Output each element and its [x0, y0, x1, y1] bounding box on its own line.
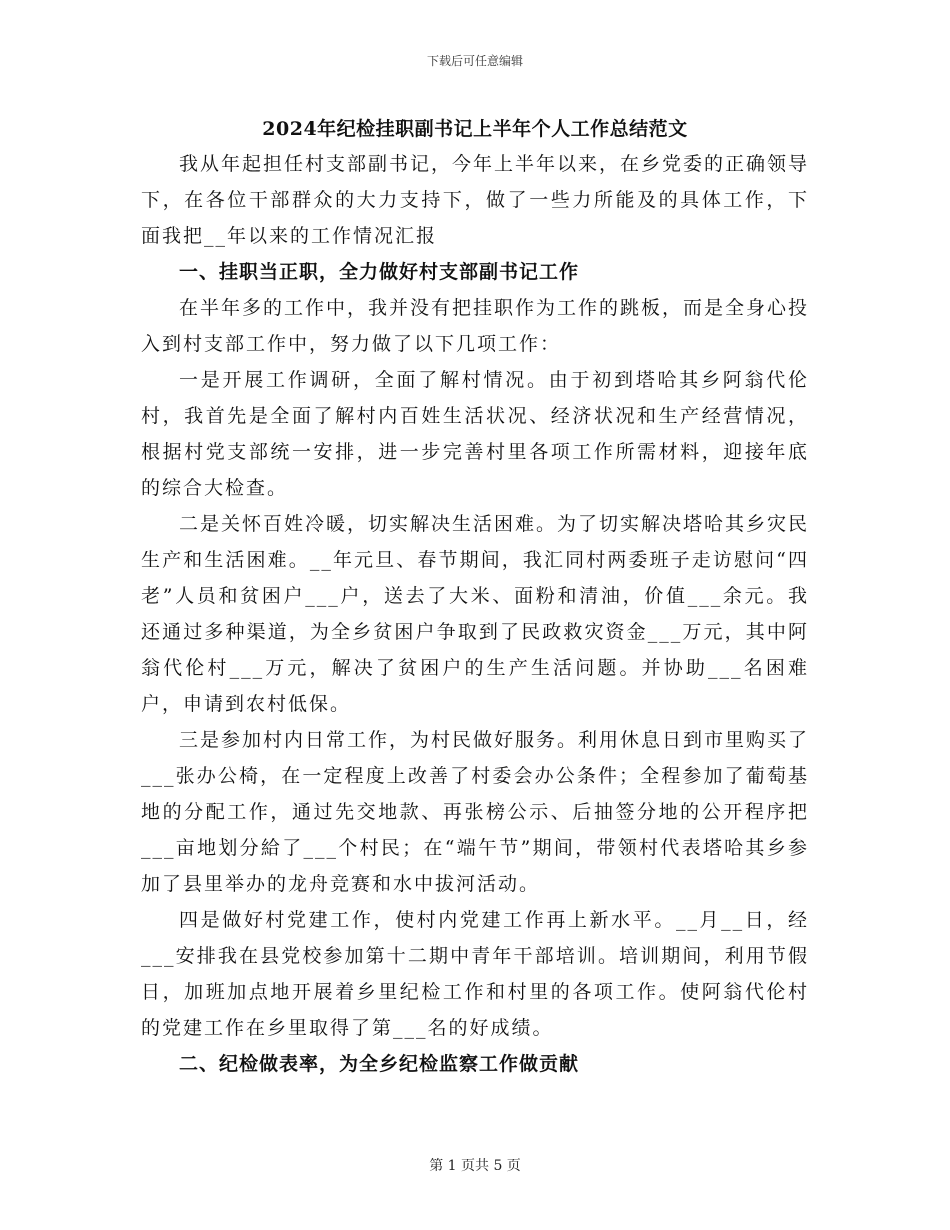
- paragraph-item-4: 四是做好村党建工作，使村内党建工作再上新水平。__月__日，经___安排我在县党校参加第十二期中青年干部培训。培训期间，利用节假日，加班加点地开展着乡里纪检工作和村里的各项工作。使阿翁代伦村的党建工作在乡里取得了第___名的好成绩。: [141, 909, 809, 1039]
- paragraph-overview: 在半年多的工作中，我并没有把挂职作为工作的跳板，而是全身心投入到村支部工作中，努力做了以下几项工作：: [141, 297, 810, 355]
- section-heading-2: 二、纪检做表率，为全乡纪检监察工作做贡献: [179, 1053, 580, 1075]
- paragraph-item-2: 二是关怀百姓冷暖，切实解决生活困难。为了切实解决塔哈其乡灾民生产和生活困难。__年元旦、春节期间，我汇同村两委班子走访慰问“四老”人员和贫困户___户，送去了大米、面粉和清油，价值___余元。我还通过多种渠道，为全乡贫困户争取到了民政救灾资金___万元，其中阿翁代伦村___万元，解决了贫困户的生产生活问题。并协助___名困难户，申请到农村低保。: [141, 513, 810, 715]
- page-header-note: 下载后可任意编辑: [426, 54, 523, 68]
- paragraph-item-1: 一是开展工作调研，全面了解村情况。由于初到塔哈其乡阿翁代伦村，我首先是全面了解村内百姓生活状况、经济状况和生产经营情况，根据村党支部统一安排，进一步完善村里各项工作所需材料，迎接年底的综合大检查。: [141, 369, 809, 499]
- paragraph-intro: 我从年起担任村支部副书记，今年上半年以来，在乡党委的正确领导下，在各位干部群众的大力支持下，做了一些力所能及的具体工作，下面我把__年以来的工作情况汇报: [141, 153, 810, 247]
- document-body: [141, 112, 809, 1082]
- document-title: 2024年纪检挂职副书记上半年个人工作总结范文: [262, 118, 688, 140]
- page-number: 第 1 页共 5 页: [429, 1158, 521, 1174]
- paragraph-item-3: 三是参加村内日常工作，为村民做好服务。利用休息日到市里购买了___张办公椅，在一定程度上改善了村委会办公条件；全程参加了葡萄基地的分配工作，通过先交地款、再张榜公示、后抽签分地的公开程序把___亩地划分給了___个村民；在“端午节”期间，带领村代表塔哈其乡参加了县里举办的龙舟竞赛和水中拔河活动。: [141, 729, 810, 895]
- section-heading-1: 一、挂职当正职，全力做好村支部副书记工作: [179, 261, 580, 283]
